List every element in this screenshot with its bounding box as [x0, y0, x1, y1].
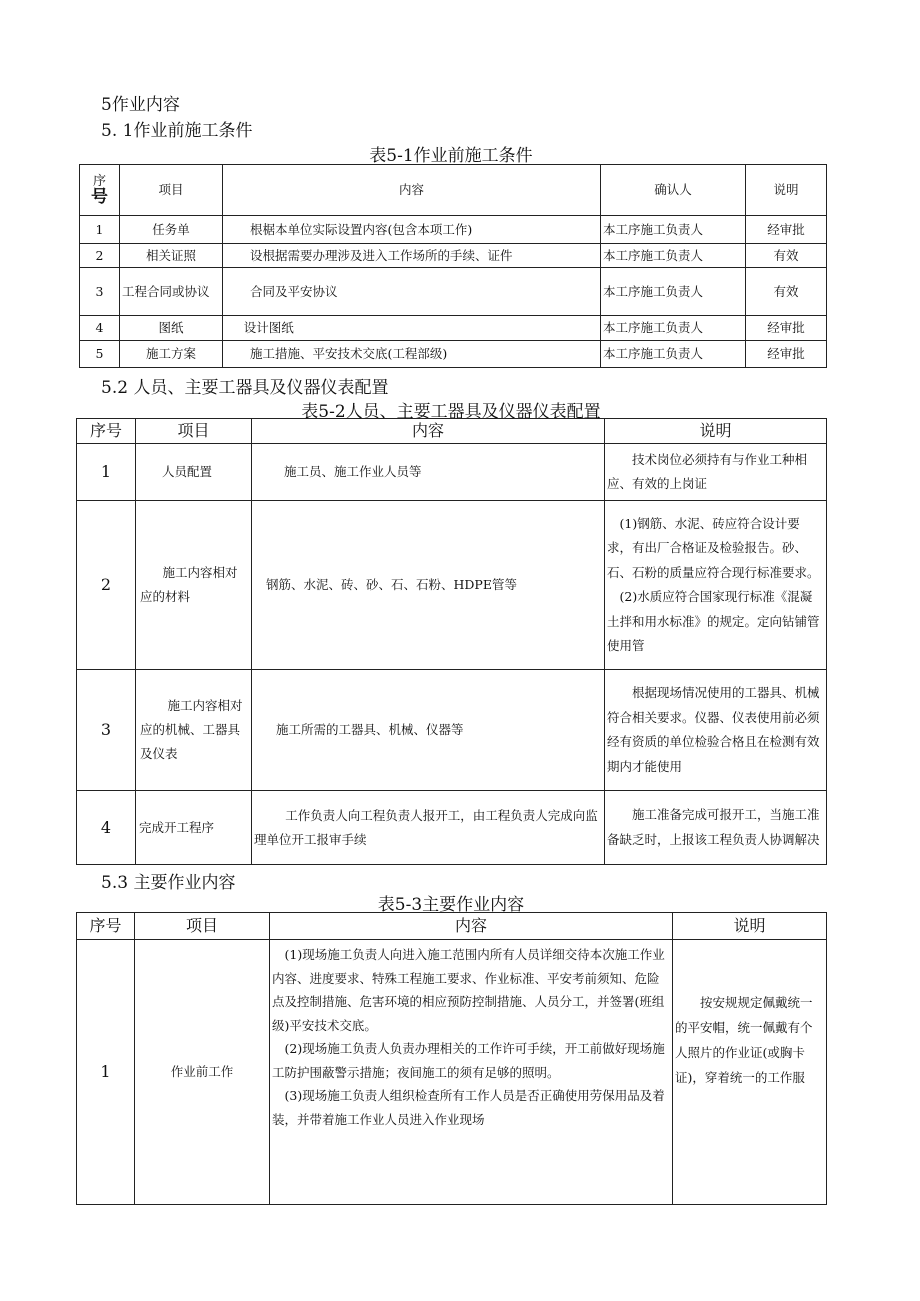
row-no: 2	[77, 501, 136, 670]
row-item: 完成开工程序	[136, 791, 252, 865]
row-no: 1	[77, 940, 135, 1205]
row-no: 1	[77, 444, 136, 501]
row-no: 4	[77, 791, 136, 865]
table-row	[77, 444, 827, 501]
row-content: 根椐本单位实际设置内容(包含本项工作)	[223, 216, 601, 244]
table-row	[77, 670, 827, 791]
row-item: 施工内容相对应的材料	[136, 501, 252, 670]
table-5-3	[76, 912, 827, 1205]
row-note: 施工准备完成可报开工，当施工准备缺乏时，上报该工程负责人协调解决	[605, 791, 827, 865]
row-note: 按安规规定佩戴统一的平安帽，统一佩戴有个人照片的作业证(或胸卡证)，穿着统一的工作服	[673, 940, 827, 1205]
row-content: 施工所需的工器具、机械、仪器等	[252, 670, 605, 791]
section-title: 5作业内容	[101, 95, 180, 115]
table-row	[80, 316, 827, 341]
table-row	[80, 244, 827, 268]
table1-caption: 表5-1作业前施工条件	[369, 146, 533, 166]
row-note: 根据现场情况使用的工器具、机械符合相关要求。仪器、仪表使用前必须经有资质的单位检验合格且在检测有效期内才能使用	[605, 670, 827, 791]
table2-caption: 表5-2人员、主要工器具及仪器仪表配置	[301, 402, 601, 422]
header-no: 序号	[77, 419, 136, 444]
table-5-2	[76, 418, 827, 865]
header-confirm: 确认人	[601, 165, 746, 216]
header-item: 项目	[136, 419, 252, 444]
header-note: 说明	[605, 419, 827, 444]
table-header-row	[77, 419, 827, 444]
subsection-5-3-title: 5.3 主要作业内容	[101, 873, 236, 893]
row-item: 人员配置	[136, 444, 252, 501]
table-row	[80, 268, 827, 316]
row-confirm: 本工序施工负责人	[601, 268, 746, 316]
row-content: 合同及平安协议	[223, 268, 601, 316]
table3-caption: 表5-3主要作业内容	[377, 895, 525, 915]
table-header-row	[77, 913, 827, 940]
row-content: 工作负责人向工程负责人报开工，由工程负责人完成向监理单位开工报审手续	[252, 791, 605, 865]
header-content: 内容	[270, 913, 673, 940]
row-no: 5	[80, 341, 120, 368]
row-item: 相关证照	[120, 244, 223, 268]
row-note: 经审批	[746, 216, 827, 244]
subsection-5-1-title: 5. 1作业前施工条件	[101, 121, 253, 141]
row-note: 经审批	[746, 316, 827, 341]
row-no: 3	[80, 268, 120, 316]
row-confirm: 本工序施工负责人	[601, 341, 746, 368]
table-row	[77, 940, 827, 1205]
table-row	[77, 501, 827, 670]
row-content: 施工措施、平安技术交底(工程部级)	[223, 341, 601, 368]
row-item: 任务单	[120, 216, 223, 244]
row-note: (1)钢筋、水泥、砖应符合设计要求，有出厂合格证及检验报告。砂、石、石粉的质量应符合现行标准要求。 (2)水质应符合国家现行标准《混凝土拌和用水标准》的规定。定向钻铺管使用管	[605, 501, 827, 670]
row-no: 1	[80, 216, 120, 244]
row-content: (1)现场施工负责人向进入施工范围内所有人员详细交待本次施工作业内容、进度要求、特殊工程施工要求、作业标准、平安考前须知、危险点及控制措施、危害环境的相应预防控制措施、人员分工，并签署(班组级)平安技术交底。 (2)现场施工负责人负责办理相关的工作许可手续，开工前做好现场施工防护围蔽警示措施；夜间施工的须有足够的照明。 (3)现场施工负责人组织检查所有工作人员是否正确使用劳保用品及着装，并带着施工作业人员进入作业现场	[270, 940, 673, 1205]
header-item: 项目	[120, 165, 223, 216]
row-item: 施工内容相对应的机械、工器具及仪表	[136, 670, 252, 791]
subsection-5-2-title: 5.2 人员、主要工器具及仪器仪表配置	[101, 378, 389, 398]
row-no: 3	[77, 670, 136, 791]
row-content: 设根据需要办理涉及进入工作场所的手续、证件	[223, 244, 601, 268]
header-content: 内容	[252, 419, 605, 444]
table-row	[80, 341, 827, 368]
row-no: 2	[80, 244, 120, 268]
row-no: 4	[80, 316, 120, 341]
row-item: 图纸	[120, 316, 223, 341]
header-no: 序号	[77, 913, 135, 940]
header-note: 说明	[746, 165, 827, 216]
table-header-row	[80, 165, 827, 216]
table-5-1	[79, 164, 827, 368]
table-row	[77, 791, 827, 865]
header-note: 说明	[673, 913, 827, 940]
row-content: 设计图纸	[223, 316, 601, 341]
row-content: 施工员、施工作业人员等	[252, 444, 605, 501]
row-item: 工程合同或协议	[120, 268, 223, 316]
header-no: 序 号	[80, 165, 120, 216]
row-item: 施工方案	[120, 341, 223, 368]
header-content: 内容	[223, 165, 601, 216]
row-confirm: 本工序施工负责人	[601, 316, 746, 341]
header-item: 项目	[135, 913, 270, 940]
row-note: 有效	[746, 268, 827, 316]
row-note: 有效	[746, 244, 827, 268]
row-confirm: 本工序施工负责人	[601, 216, 746, 244]
row-content: 钢筋、水泥、砖、砂、石、石粉、HDPE管等	[252, 501, 605, 670]
table-row	[80, 216, 827, 244]
row-confirm: 本工序施工负责人	[601, 244, 746, 268]
row-item: 作业前工作	[135, 940, 270, 1205]
row-note: 经审批	[746, 341, 827, 368]
row-note: 技术岗位必须持有与作业工种相应、有效的上岗证	[605, 444, 827, 501]
